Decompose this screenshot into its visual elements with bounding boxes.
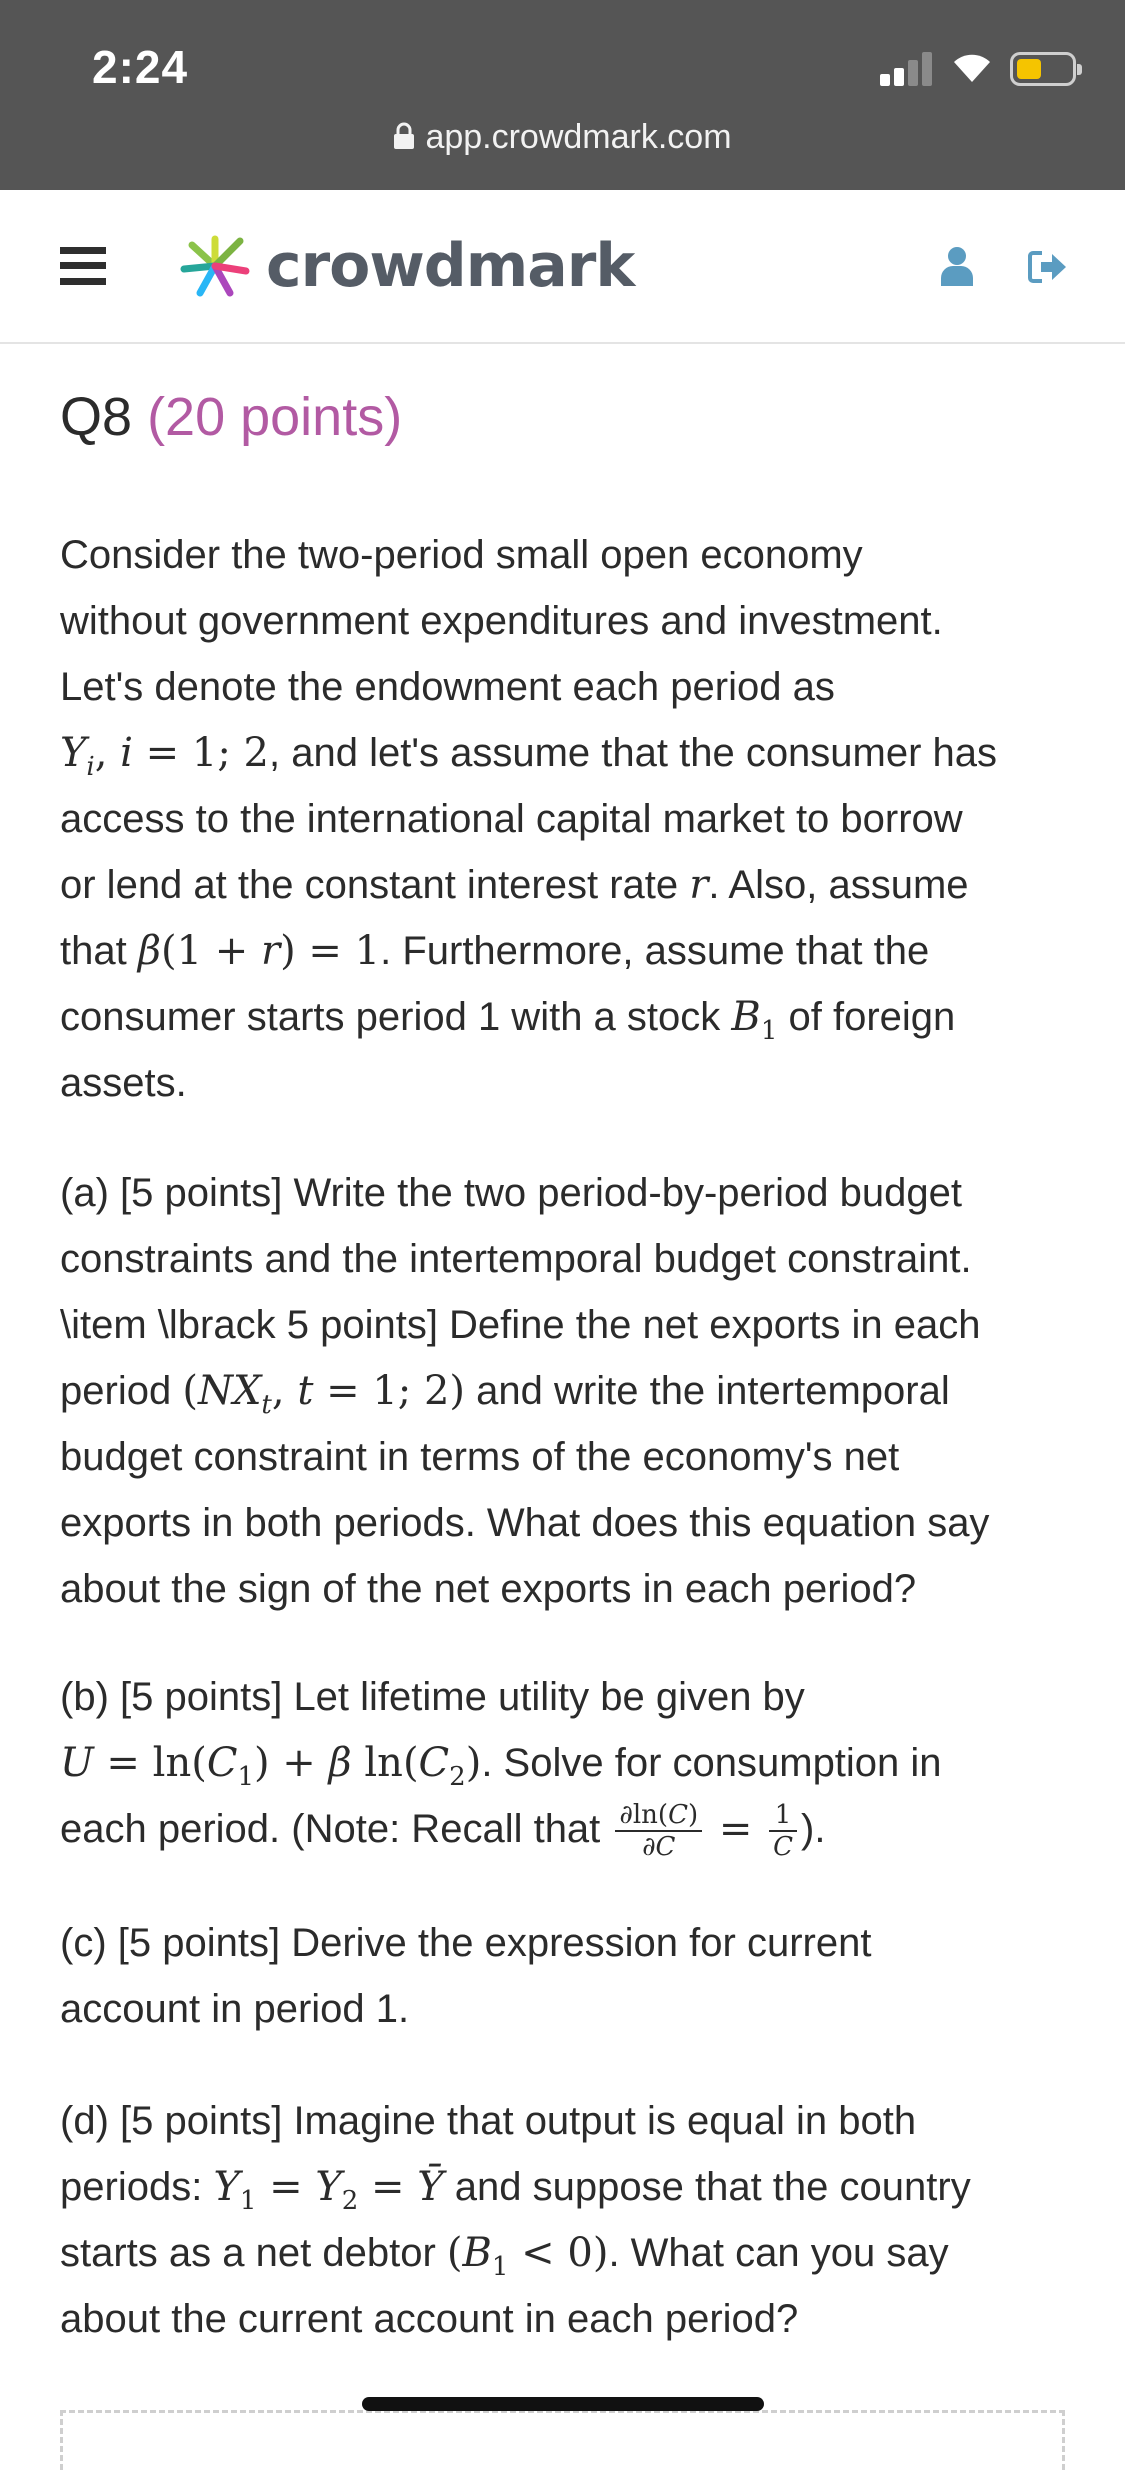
text-line: (c) [5 points] Derive the expression for current	[60, 1921, 872, 1965]
text-line: (d) [5 points] Imagine that output is equal in both	[60, 2099, 917, 2143]
question-part-d	[60, 2088, 1070, 2352]
text-line: starts as a net debtor $(B_1 < 0)$. What can you say	[60, 2230, 949, 2282]
question-part-c	[60, 1910, 1070, 2042]
text-line: consumer starts period 1 with a stock $B_1$ of foreign	[60, 994, 956, 1046]
text-line: without government expenditures and investment.	[60, 599, 943, 643]
status-bar	[0, 0, 1125, 190]
question-part-a	[60, 1160, 1070, 1622]
text-line: \item \lbrack 5 points] Define the net exports in each	[60, 1303, 981, 1347]
text-line: $U = \ln(C_1) + \beta$ $\ln(C_2)$. Solve for consumption in	[60, 1740, 942, 1792]
question-intro	[60, 522, 1070, 1116]
text-line: constraints and the intertemporal budget constraint.	[60, 1237, 972, 1281]
text-line: exports in both periods. What does this equation say	[60, 1501, 990, 1545]
text-line: or lend at the constant interest rate r. Also, assume	[60, 862, 969, 908]
text-line: assets.	[60, 1061, 187, 1105]
question-part-b	[60, 1664, 1070, 1862]
question-title	[60, 386, 402, 448]
text-line: Consider the two-period small open economy	[60, 533, 863, 577]
text-line: periods: $Y_1 = Y_2$ = Ȳ and suppose that the country	[60, 2164, 971, 2216]
lock-icon	[393, 122, 415, 150]
text-line: $Y_i$, i = 1; 2, and let's assume that the consumer has	[60, 730, 998, 782]
app-header	[0, 190, 1125, 344]
text-line: about the current account in each period?	[60, 2297, 799, 2341]
logout-icon[interactable]	[1028, 250, 1068, 284]
question-points: (20 points)	[147, 387, 403, 447]
cellular-signal-icon	[880, 52, 936, 86]
crowdmark-logo[interactable]	[178, 228, 634, 304]
text-line: period ($NX_t$, t = 1; 2) and write the intertemporal	[60, 1368, 950, 1420]
text-line: (b) [5 points] Let lifetime utility be given by	[60, 1675, 805, 1719]
url-text: app.crowdmark.com	[425, 118, 732, 156]
text-line: that β(1 + r) = 1. Furthermore, assume that the	[60, 928, 930, 974]
text-line: account in period 1.	[60, 1987, 410, 2031]
text-line: about the sign of the net exports in each period?	[60, 1567, 917, 1611]
brand-name: crowdmark	[266, 231, 635, 301]
text-line: access to the international capital market to borrow	[60, 797, 963, 841]
crowdmark-logo-icon	[178, 231, 252, 301]
answer-upload-area[interactable]	[60, 2410, 1065, 2470]
question-number: Q8	[60, 387, 133, 447]
home-indicator[interactable]	[362, 2397, 764, 2411]
text-line: (a) [5 points] Write the two period-by-period budget	[60, 1171, 962, 1215]
address-bar[interactable]	[0, 118, 1125, 157]
text-line: budget constraint in terms of the economy's net	[60, 1435, 900, 1479]
user-icon[interactable]	[940, 246, 974, 286]
status-time: 2:24	[92, 41, 189, 93]
battery-icon	[1010, 52, 1076, 86]
text-line: each period. (Note: Recall that $\frac{\partial\ln(C)}{\partial C}$ = $\frac{1}{C}$ ).	[60, 1800, 826, 1863]
menu-icon[interactable]	[60, 247, 106, 285]
wifi-icon	[950, 48, 994, 84]
text-line: Let's denote the endowment each period as	[60, 665, 835, 709]
